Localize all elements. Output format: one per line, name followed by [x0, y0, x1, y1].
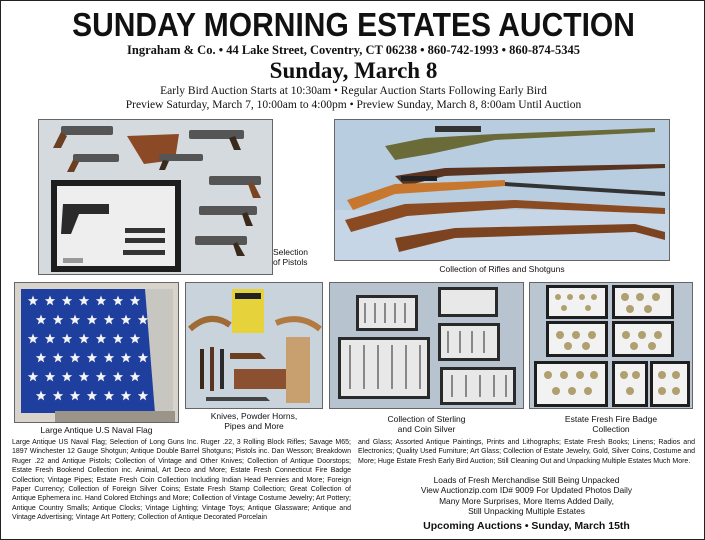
pistols-caption — [273, 247, 323, 267]
badges-caption — [529, 414, 693, 434]
rifles-caption: Collection of Rifles and Shotguns — [439, 264, 565, 274]
pistols-illustration — [39, 120, 273, 275]
knives-photo — [185, 282, 323, 409]
promo-line-4: Still Unpacking Multiple Estates — [468, 505, 585, 516]
silver-caption — [329, 414, 524, 434]
badges-caption-line2: Collection — [592, 424, 630, 434]
knives-caption-line2: Pipes and More — [224, 421, 284, 431]
promo-line-2: View Auctionzip.com ID# 9009 For Updated Photos Daily — [420, 485, 633, 496]
rifles-illustration — [335, 120, 670, 261]
items-list-right: and Glass; Assorted Antique Paintings, Prints and Lithographs; Estate Fresh Books; Linens; Radios and Electronics; Quality Used Furniture; Art Glass; Collection of Estate Jewelry, Gold, Silver Coins, Costume and More; Huge Estate Fresh Early Bird Auction; Still Cleaning Out and Unpacking Multiple Estates Much More. — [358, 439, 695, 465]
flag-caption: Large Antique U.S Naval Flag — [40, 425, 153, 435]
badges-photo — [529, 282, 693, 409]
badges-caption-line1: Estate Fresh Fire Badge — [564, 414, 658, 424]
silver-caption-line1: Collection of Sterling — [387, 414, 466, 424]
auction-date: Sunday, March 8 — [269, 58, 438, 83]
flag-illustration — [15, 283, 179, 423]
knives-caption — [185, 411, 323, 431]
ad-title: SUNDAY MORNING ESTATES AUCTION — [72, 7, 635, 44]
rifles-photo — [334, 119, 670, 261]
address-line: Ingraham & Co. • 44 Lake Street, Coventry, CT 06238 • 860-742-1993 • 860-874-5345 — [127, 43, 580, 57]
promo-line-1: Loads of Fresh Merchandise Still Being Unpacked — [433, 475, 620, 485]
promo-block — [358, 475, 695, 516]
silver-illustration — [330, 283, 524, 409]
pistols-caption-line2: of Pistols — [273, 257, 308, 267]
upcoming-auctions: Upcoming Auctions • Sunday, March 15th — [423, 520, 630, 532]
silver-photo — [329, 282, 524, 409]
items-list-left: Large Antique US Naval Flag; Selection of Long Guns Inc. Ruger .22, 3 Rolling Block Rifles; Savage M65; 1897 Winchester 12 Gauge Shotgun; Antique Double Barrel Shotguns; Pistols inc. Dan Wesson; Breakdown Ruger .22 and Antique Pistols; Collection of Vintage and Other Knives; Collection of Antique Doorstops; Estate Fresh Bookend Collection inc. Animal, Art Deco and More; Estate Fresh Connecticut Fire Badge Collection; Vintage Pipes; Estate Fresh Coin Collection Including Indian Head Pennies and More; Foreign Paper Currency; Collection of Foreign Silver Coins; Estate Fresh Stamp Collection; Great Collection of Antique Ephemera inc. Hand Colored Etchings and More; Collection of Vintage Costume Jewelry; Art Pottery; Antique Country Smalls; Antique Clocks; Vintage Lighting; Vintage Toys; Antique Glassware; Antique and Vintage Advertising; Vintage Art Pottery; Collection of Antique Decorated Porcelain — [12, 439, 351, 522]
flag-photo — [14, 282, 179, 423]
knives-caption-line1: Knives, Powder Horns, — [210, 411, 298, 421]
silver-caption-line2: and Coin Silver — [397, 424, 456, 434]
badges-illustration — [530, 283, 693, 409]
pistols-caption-line1: Selection — [273, 247, 308, 257]
promo-line-3: Many More Surprises, More Items Added Daily, — [439, 495, 614, 506]
preview-line: Preview Saturday, March 7, 10:00am to 4:00pm • Preview Sunday, March 8, 8:00am Until Auction — [125, 99, 582, 111]
pistols-photo — [38, 119, 273, 275]
early-bird-line: Early Bird Auction Starts at 10:30am • Regular Auction Starts Following Early Bird — [160, 85, 547, 97]
knives-illustration — [186, 283, 323, 409]
